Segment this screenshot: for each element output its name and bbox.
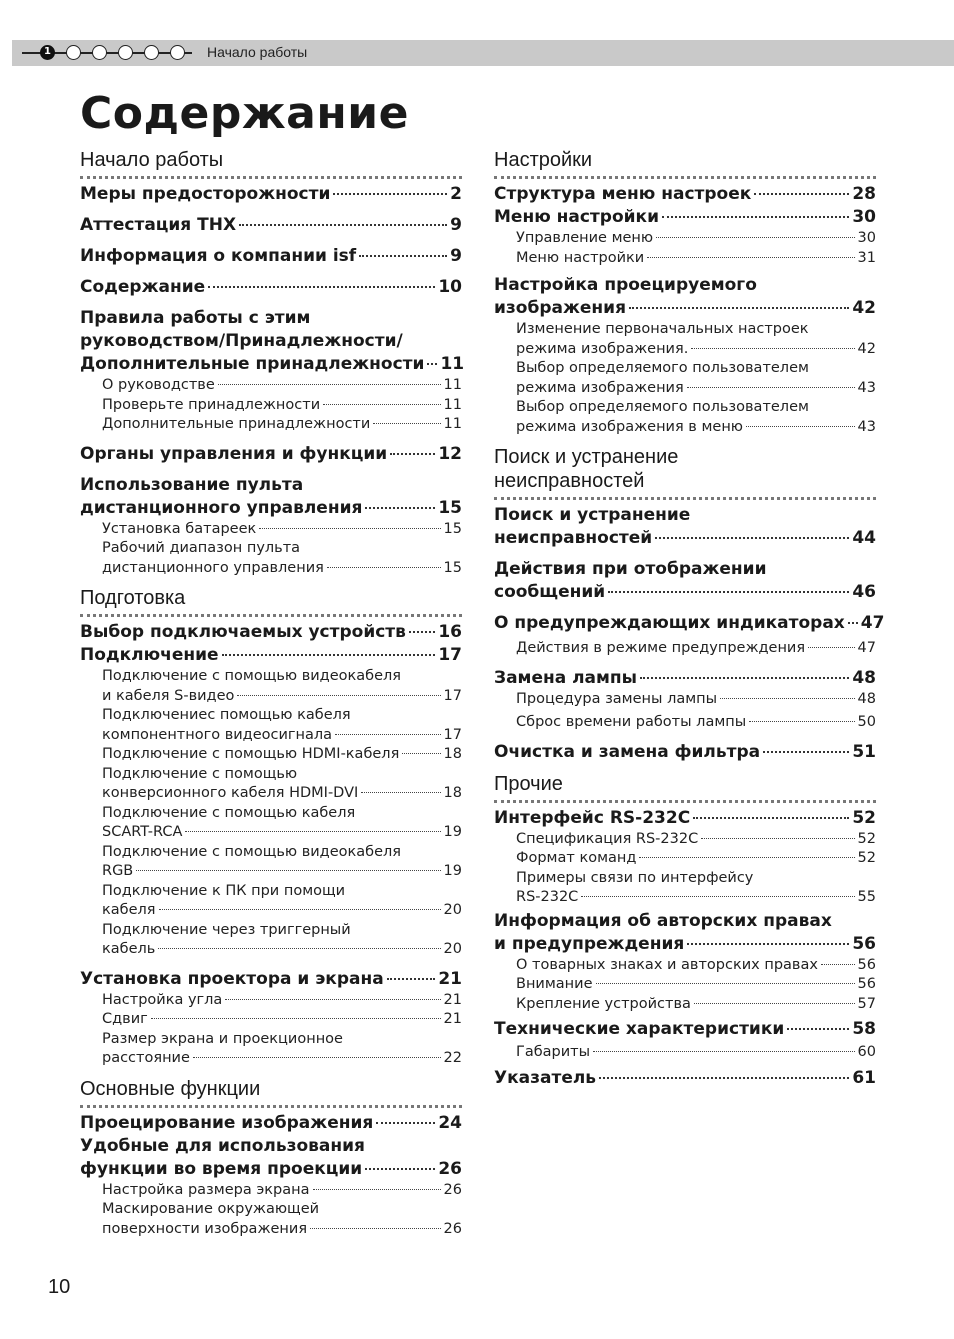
dot-leader (656, 237, 854, 238)
dot-leader (763, 751, 849, 753)
dot-leader (218, 384, 441, 385)
toc-subentry[interactable] (80, 804, 462, 843)
toc-entry-title: Крепление устройства (516, 995, 691, 1012)
dot-leader (655, 537, 849, 539)
toc-page-number: 60 (857, 1044, 876, 1060)
toc-entry[interactable] (494, 274, 876, 320)
dot-leader (593, 1051, 854, 1052)
toc-page-number: 51 (852, 741, 876, 762)
toc-entry-title-line: Удобные для использования (80, 1135, 365, 1156)
toc-entry-title: Информация о компании isf (80, 246, 357, 266)
toc-page-number: 43 (857, 379, 876, 396)
toc-entry-title: Проверьте принадлежности (102, 396, 321, 413)
step-circle-icon (118, 45, 133, 60)
toc-entry-title: поверхности изображения (102, 1220, 308, 1237)
toc-entry-title: режима изображения в меню (516, 418, 744, 435)
toc-page-number: 57 (857, 995, 876, 1012)
toc-subentry[interactable] (494, 690, 876, 710)
dot-leader (691, 348, 854, 349)
toc-subentry[interactable] (80, 1030, 462, 1069)
toc-page-number: 55 (857, 889, 876, 905)
dot-leader (259, 528, 440, 529)
toc-entry-title: расстояние (102, 1050, 190, 1066)
toc-entry-title: функции во время проекции (80, 1158, 363, 1179)
toc-page-number: 17 (443, 687, 462, 704)
toc-entry-title: Настройка размера экрана (102, 1181, 310, 1198)
step-circle-icon (170, 45, 185, 60)
step-circle-icon: 1 (40, 45, 55, 60)
toc-entry-title-line: Подключение к ПК при помощи (102, 882, 346, 899)
dot-leader (387, 978, 436, 980)
toc-entry-title: SCART-RCA (102, 824, 183, 840)
toc-entry[interactable] (494, 910, 876, 956)
toc-page-number: 18 (443, 746, 462, 762)
toc-subentry[interactable] (494, 398, 876, 437)
toc-entry-title: и предупреждения (494, 933, 685, 954)
toc-page-number: 52 (852, 807, 876, 828)
page-title: Содержание (80, 88, 409, 139)
toc-entry-title: изображения (494, 298, 626, 318)
dot-leader (185, 831, 440, 832)
toc-right-column (494, 148, 885, 1090)
dot-leader (629, 307, 849, 309)
toc-entry[interactable] (80, 307, 465, 376)
toc-section-heading: Основные функции (80, 1077, 462, 1108)
dot-leader (409, 631, 435, 633)
dot-leader (390, 453, 435, 455)
toc-page-number: 47 (860, 613, 885, 633)
toc-entry-title: Габариты (516, 1044, 591, 1060)
toc-entry[interactable] (80, 443, 462, 466)
toc-entry-title: Указатель (494, 1067, 597, 1088)
toc-page-number: 50 (857, 714, 876, 730)
toc-page-number: 19 (443, 824, 462, 840)
toc-entry[interactable] (494, 206, 876, 229)
toc-page-number: 12 (438, 443, 462, 464)
dot-leader (647, 257, 854, 258)
toc-entry[interactable] (494, 807, 876, 830)
toc-page-number: 10 (438, 277, 462, 297)
dot-leader (746, 426, 855, 427)
step-circle-icon (66, 45, 81, 60)
toc-page-number: 2 (450, 184, 462, 204)
toc-page-number: 58 (852, 1019, 876, 1039)
toc-page-number: 22 (443, 1050, 462, 1066)
dot-leader (687, 387, 855, 388)
toc-subentry[interactable] (80, 1200, 462, 1239)
dot-leader (365, 507, 435, 509)
toc-page-number: 9 (450, 246, 462, 266)
toc-subentry[interactable] (494, 359, 876, 398)
dot-leader (701, 838, 854, 839)
toc-page-number: 31 (857, 249, 876, 266)
dot-leader (365, 1168, 435, 1170)
toc-entry-title: конверсионного кабеля HDMI-DVI (102, 785, 359, 801)
dot-leader (225, 999, 440, 1000)
toc-entry-title: О предупреждающих индикаторах (494, 613, 845, 633)
toc-entry-title: Очистка и замена фильтра (494, 741, 761, 762)
page-number: 10 (48, 1276, 71, 1298)
toc-entry[interactable] (80, 968, 462, 991)
toc-page-number: 9 (450, 215, 462, 235)
toc-entry[interactable] (494, 1018, 876, 1041)
toc-entry[interactable] (80, 183, 462, 206)
toc-subentry[interactable] (80, 396, 462, 416)
toc-subentry[interactable] (80, 882, 462, 921)
toc-page-number: 11 (443, 377, 462, 393)
dot-leader (749, 721, 854, 722)
toc-section-heading: Настройки (494, 148, 876, 179)
toc-entry-title-line: Размер экрана и проекционное (102, 1030, 343, 1047)
toc-subentry[interactable] (80, 520, 462, 540)
toc-entry-title: Интерфейс RS-232C (494, 807, 691, 828)
toc-entry-title: Содержание (80, 277, 206, 297)
toc-entry-title: Действия в режиме предупреждения (516, 640, 806, 656)
toc-subentry[interactable] (80, 765, 462, 804)
toc-subentry[interactable] (494, 639, 876, 659)
toc-entry-title: Внимание (516, 976, 593, 992)
toc-section-heading: Подготовка (80, 586, 462, 617)
dot-leader (373, 423, 440, 424)
toc-entry-title-line: Изменение первоначальных настроек (516, 321, 809, 337)
toc-entry[interactable] (494, 612, 885, 635)
dot-leader (158, 948, 440, 949)
toc-page-number: 56 (857, 976, 876, 992)
dot-leader (640, 677, 849, 679)
toc-entry[interactable] (80, 474, 462, 520)
toc-page-number: 47 (857, 640, 876, 656)
dot-leader (599, 1077, 849, 1079)
dot-leader (376, 1122, 435, 1124)
toc-subentry[interactable] (80, 1010, 462, 1030)
dot-leader (427, 363, 437, 365)
toc-section-heading: Поиск и устранение неисправностей (494, 445, 876, 500)
dot-leader (151, 1018, 441, 1019)
toc-page-number: 11 (440, 354, 465, 374)
toc-entry-title: Выбор подключаемых устройств (80, 622, 406, 642)
toc-page-number: 17 (438, 645, 462, 665)
toc-entry-title: Проецирование изображения (80, 1112, 374, 1133)
toc-page-number: 24 (438, 1112, 462, 1133)
toc-entry-title: Установка батареек (102, 520, 257, 537)
dot-leader (848, 622, 858, 624)
dot-leader (402, 753, 440, 754)
dot-leader (335, 734, 441, 735)
toc-page-number: 56 (857, 956, 876, 973)
toc-page-number: 11 (443, 396, 462, 413)
toc-entry-title: Аттестация THX (80, 215, 237, 235)
toc-page-number: 15 (438, 497, 462, 518)
toc-subentry[interactable] (494, 995, 876, 1015)
toc-subentry[interactable] (494, 956, 876, 976)
toc-page-number: 61 (852, 1067, 876, 1088)
step-circle-icon (144, 45, 159, 60)
toc-subentry[interactable] (494, 869, 876, 908)
toc-left-column (80, 148, 465, 1239)
toc-entry[interactable] (494, 558, 876, 604)
toc-entry[interactable] (80, 1112, 462, 1135)
toc-page-number: 21 (438, 968, 462, 989)
toc-entry[interactable] (494, 667, 876, 690)
toc-subentry[interactable] (494, 713, 876, 733)
toc-subentry[interactable] (494, 849, 876, 869)
toc-subentry[interactable] (80, 745, 462, 765)
dot-leader (239, 224, 447, 226)
toc-entry-title-line: Поиск и устранение (494, 505, 691, 525)
toc-entry-title: дистанционного управления (102, 559, 324, 576)
toc-section-heading: Прочие (494, 772, 876, 803)
dot-leader (159, 909, 441, 910)
dot-leader (693, 817, 849, 819)
toc-entry-title: Сдвиг (102, 1011, 148, 1027)
toc-page-number: 48 (852, 667, 876, 688)
toc-page-number: 52 (857, 830, 876, 847)
dot-leader (639, 857, 854, 858)
toc-entry-title-line: Выбор определяемого пользователем (516, 360, 809, 376)
toc-page-number: 17 (443, 726, 462, 743)
toc-entry-title: кабеля (102, 902, 156, 918)
toc-entry-title-line: Информация об авторских правах (494, 910, 832, 931)
toc-entry-title: Установка проектора и экрана (80, 968, 384, 989)
dot-leader (208, 286, 435, 288)
toc-subentry[interactable] (80, 415, 462, 435)
dot-leader (581, 896, 854, 897)
toc-entry[interactable] (494, 1067, 876, 1090)
toc-entry-title-line: руководством/Принадлежности/ (80, 331, 403, 351)
toc-page-number: 20 (443, 902, 462, 918)
toc-entry-title: Структура меню настроек (494, 184, 752, 204)
toc-page-number: 20 (443, 941, 462, 957)
toc-entry-title: неисправностей (494, 528, 653, 548)
toc-entry[interactable] (80, 276, 462, 299)
toc-subentry[interactable] (80, 1181, 462, 1201)
toc-subentry[interactable] (80, 376, 462, 396)
toc-entry[interactable] (80, 245, 462, 268)
toc-entry-title: Управление меню (516, 230, 654, 246)
toc-entry-title: Процедура замены лампы (516, 690, 718, 707)
dot-leader (136, 870, 440, 871)
toc-entry-title-line: Подключение с помощью кабеля (102, 804, 356, 821)
toc-subentry[interactable] (80, 991, 462, 1011)
toc-entry-title-line: Использование пульта (80, 474, 304, 495)
toc-entry-title: Дополнительные принадлежности (102, 416, 371, 432)
dot-leader (720, 698, 854, 699)
toc-entry-title: дистанционного управления (80, 497, 363, 518)
toc-entry-title: Сброс времени работы лампы (516, 714, 747, 730)
toc-subentry[interactable] (80, 706, 462, 745)
toc-entry-title-line: Подключение с помощью видеокабеля (102, 668, 401, 684)
toc-entry-title: О товарных знаках и авторских правах (516, 956, 818, 973)
toc-entry[interactable] (80, 214, 462, 237)
toc-page-number: 48 (857, 690, 876, 707)
toc-page-number: 26 (443, 1181, 462, 1198)
toc-entry-title-line: Подключение с помощью (102, 765, 298, 782)
toc-entry-title: Органы управления и функции (80, 443, 388, 464)
toc-subentry[interactable] (494, 830, 876, 850)
toc-entry[interactable] (494, 504, 876, 550)
toc-entry-title: сообщений (494, 582, 606, 602)
toc-page-number: 30 (852, 207, 876, 227)
toc-page-number: 21 (443, 1011, 462, 1027)
toc-entry-title: RGB (102, 863, 134, 879)
toc-entry-title: и кабеля S-видео (102, 687, 235, 704)
dot-leader (323, 404, 440, 405)
toc-subentry[interactable] (80, 921, 462, 960)
toc-entry-title: О руководстве (102, 377, 215, 393)
dot-leader (787, 1028, 849, 1030)
toc-page-number: 46 (852, 582, 876, 602)
toc-entry-title-line: Подключение через триггерный (102, 921, 351, 938)
toc-section-heading: Начало работы (80, 148, 462, 179)
toc-entry-title: кабель (102, 941, 156, 957)
toc-page-number: 21 (443, 991, 462, 1008)
toc-entry-title-line: Маскирование окружающей (102, 1201, 320, 1217)
toc-entry-title-line: Рабочий диапазон пульта (102, 540, 301, 556)
toc-page-number: 42 (852, 298, 876, 318)
dot-leader (359, 255, 447, 257)
toc-page-number: 16 (438, 622, 462, 642)
header-section-label: Начало работы (207, 44, 308, 60)
toc-entry-title: Меры предосторожности (80, 184, 331, 204)
dot-leader (694, 1003, 855, 1004)
toc-entry-title-line: Подключение с помощью видеокабеля (102, 843, 401, 860)
toc-page-number: 28 (852, 184, 876, 204)
toc-subentry[interactable] (494, 320, 876, 359)
toc-entry-title: Формат команд (516, 850, 637, 866)
toc-subentry[interactable] (494, 249, 876, 269)
dot-leader (821, 964, 855, 965)
toc-subentry[interactable] (494, 229, 876, 249)
toc-entry-title: Подключение (80, 645, 219, 665)
toc-entry-title: Дополнительные принадлежности (80, 354, 425, 374)
dot-leader (608, 591, 849, 593)
toc-entry-title: Технические характеристики (494, 1019, 785, 1039)
toc-entry-title: компонентного видеосигнала (102, 726, 333, 743)
toc-entry-title: Меню настройки (494, 207, 659, 227)
toc-subentry[interactable] (80, 539, 462, 578)
toc-entry-title: Замена лампы (494, 667, 638, 688)
toc-page-number: 44 (852, 528, 876, 548)
toc-page-number: 30 (857, 230, 876, 246)
dot-leader (808, 647, 854, 648)
toc-page-number: 15 (443, 520, 462, 537)
dot-leader (327, 567, 441, 568)
toc-page-number: 11 (443, 416, 462, 432)
step-circle-icon (92, 45, 107, 60)
toc-entry[interactable] (80, 1135, 462, 1181)
toc-entry[interactable] (494, 741, 876, 764)
dot-leader (313, 1189, 441, 1190)
toc-subentry[interactable] (494, 975, 876, 995)
toc-entry[interactable] (80, 644, 462, 667)
toc-subentry[interactable] (494, 1043, 876, 1063)
toc-page-number: 15 (443, 559, 462, 576)
dot-leader (222, 654, 436, 656)
toc-entry-title: режима изображения (516, 379, 684, 396)
toc-entry-title-line: Выбор определяемого пользователем (516, 399, 809, 415)
toc-page-number: 18 (443, 785, 462, 801)
toc-entry-title: Спецификация RS-232C (516, 830, 699, 847)
toc-subentry[interactable] (80, 843, 462, 882)
dot-leader (333, 193, 447, 195)
dot-leader (596, 983, 855, 984)
dot-leader (687, 943, 849, 945)
dot-leader (310, 1228, 440, 1229)
toc-entry[interactable] (494, 183, 876, 206)
toc-page-number: 26 (438, 1158, 462, 1179)
dot-leader (237, 695, 440, 696)
toc-entry[interactable] (80, 621, 462, 644)
dot-leader (361, 792, 440, 793)
toc-page-number: 52 (857, 850, 876, 866)
toc-entry-title: RS-232C (516, 889, 579, 905)
toc-page-number: 26 (443, 1220, 462, 1237)
toc-entry-title-line: Действия при отображении (494, 559, 767, 579)
toc-entry-title: Подключение с помощью HDMI-кабеля (102, 746, 400, 762)
dot-leader (754, 193, 849, 195)
toc-entry-title-line: Правила работы с этим (80, 308, 311, 328)
dot-leader (662, 216, 849, 218)
toc-entry-title-line: Настройка проецируемого (494, 275, 757, 295)
toc-entry-title-line: Подключениес помощью кабеля (102, 707, 351, 723)
toc-entry-title-line: Примеры связи по интерфейсу (516, 869, 754, 886)
toc-page-number: 56 (852, 933, 876, 954)
toc-entry-title: Меню настройки (516, 249, 645, 266)
toc-page-number: 43 (857, 418, 876, 435)
toc-entry-title: Настройка угла (102, 991, 223, 1008)
toc-subentry[interactable] (80, 667, 462, 706)
toc-page-number: 42 (857, 340, 876, 357)
dot-leader (193, 1057, 441, 1058)
toc-page-number: 19 (443, 863, 462, 879)
toc-entry-title: режима изображения. (516, 340, 689, 357)
